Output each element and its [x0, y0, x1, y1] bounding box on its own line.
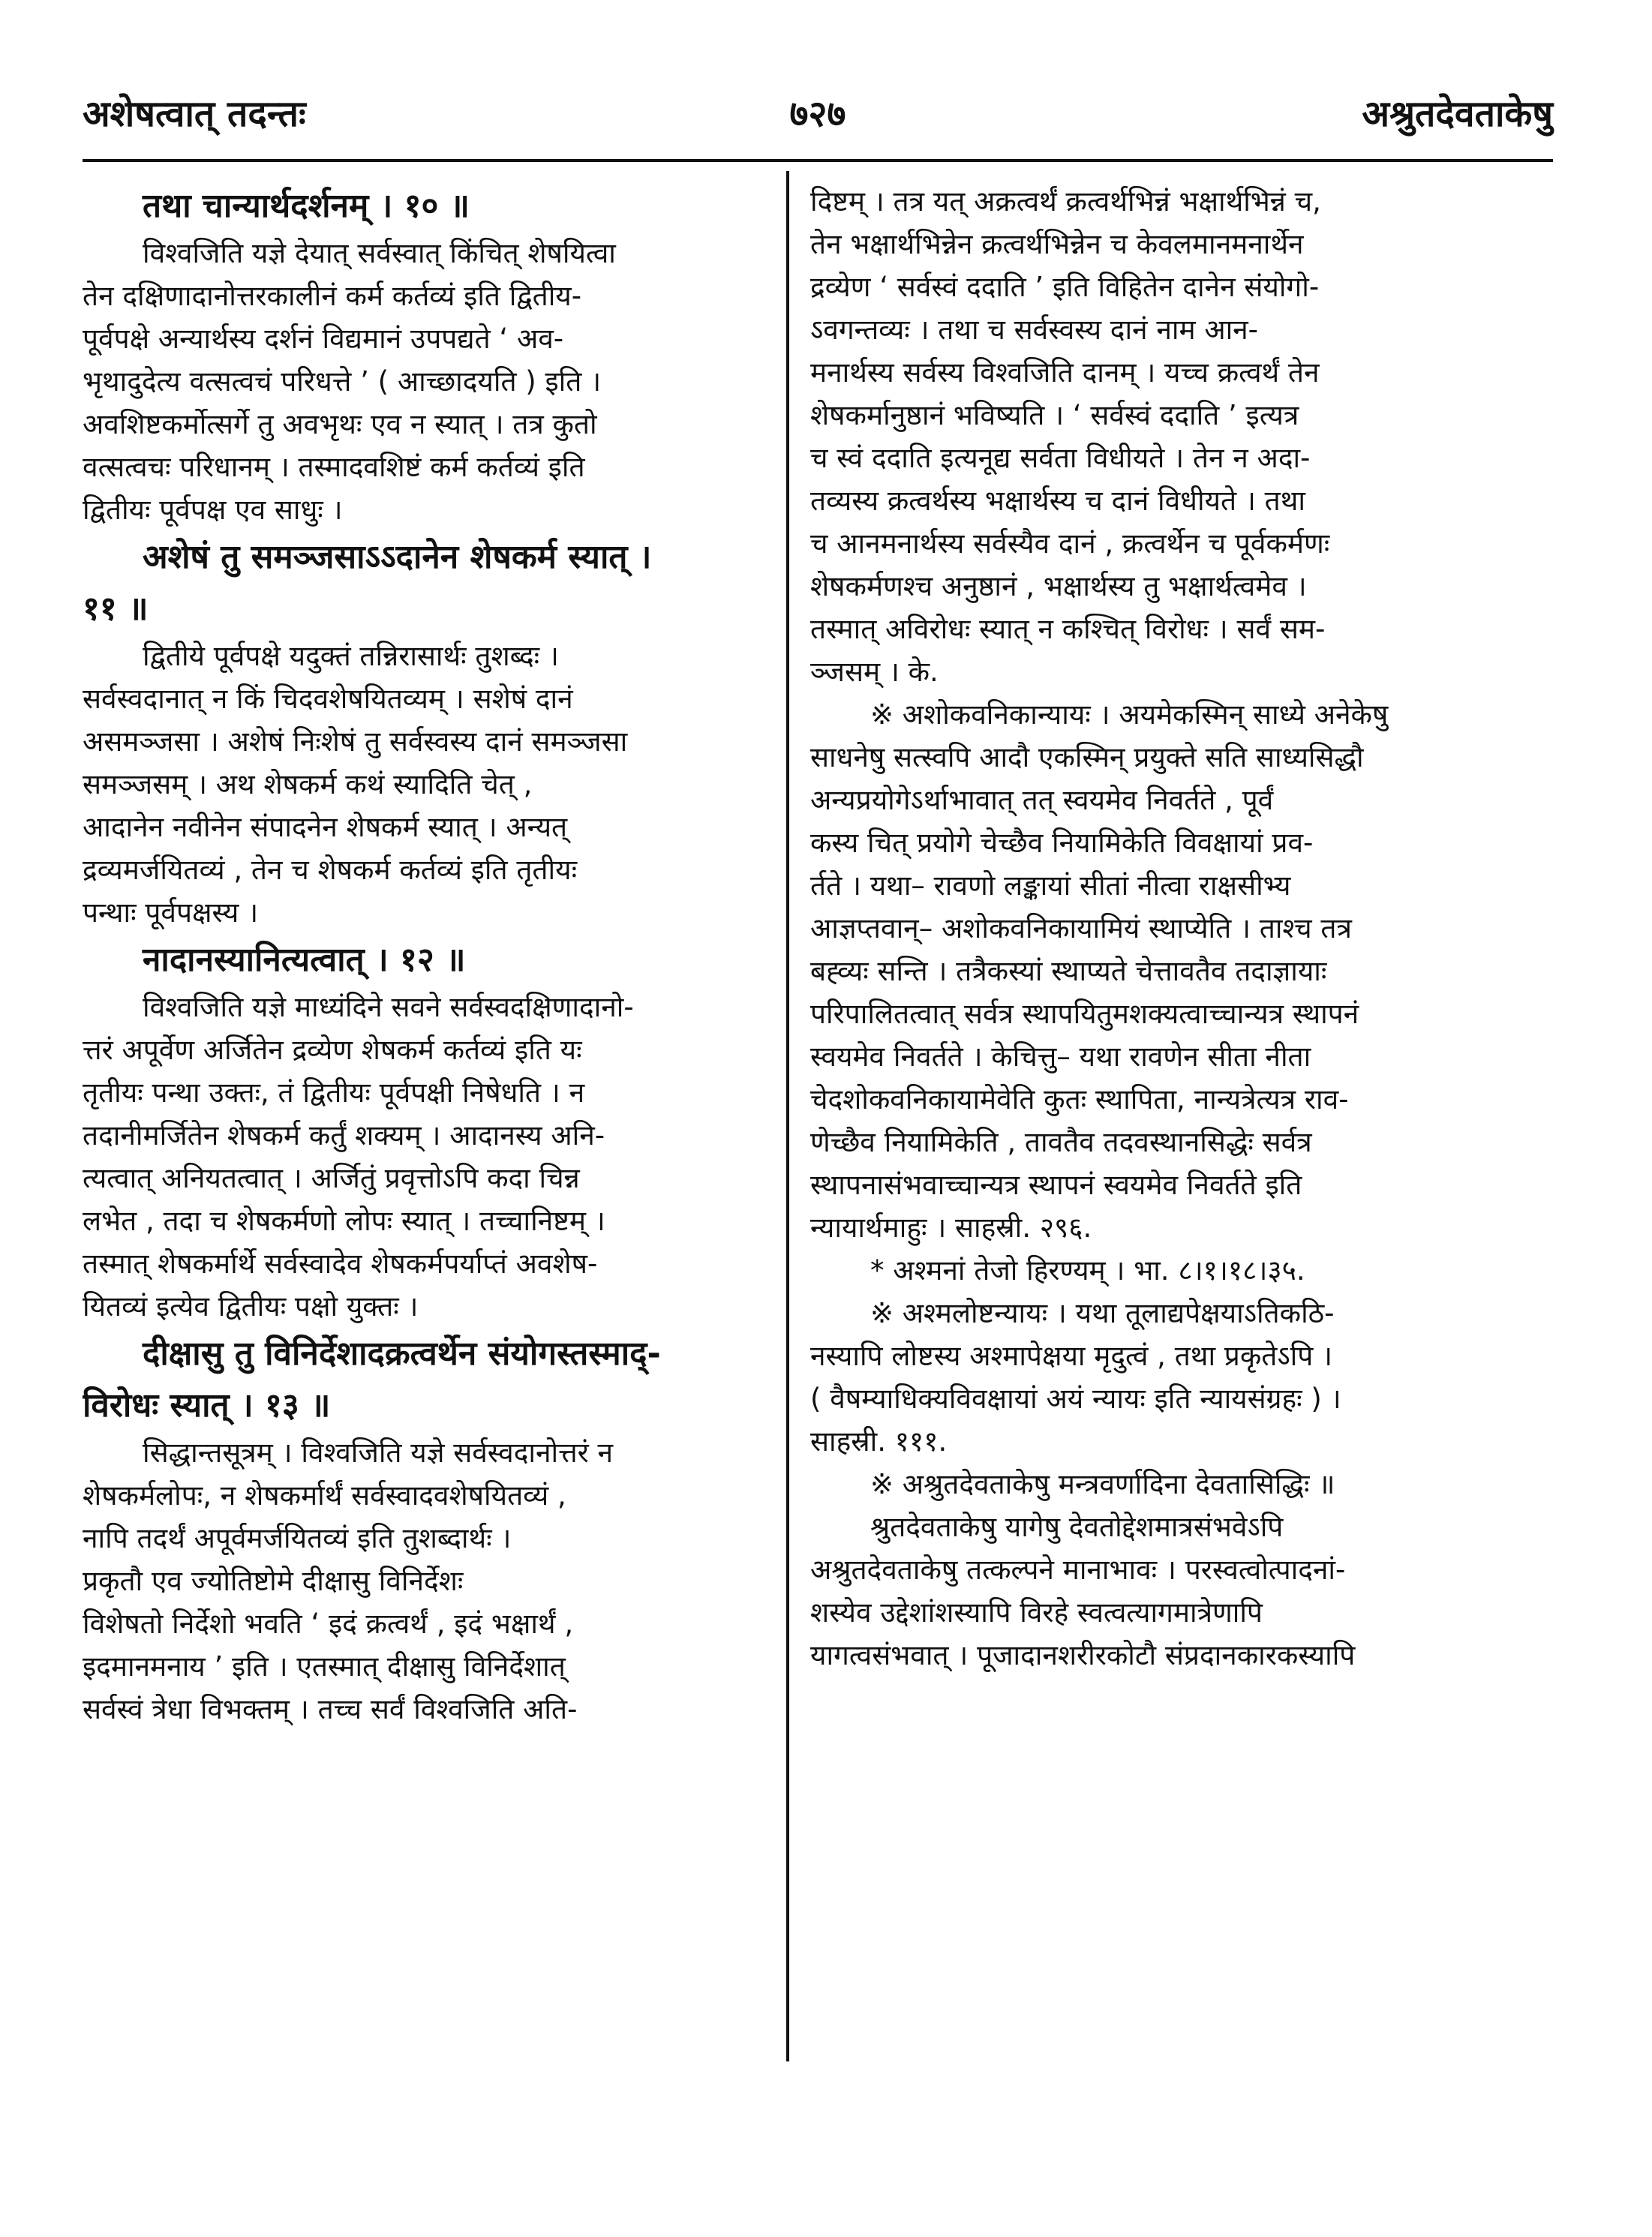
text-line: सर्वस्वदानात् न किं चिदवशेषयितव्यम् । सशेषं दानं [83, 683, 573, 715]
text-line: विशेषतो निर्देशो भवति ‘ इदं क्रत्वर्थं , इदं भक्षार्थं , [83, 1608, 574, 1640]
text-line: द्वितीये पूर्वपक्षे यदुक्तं तन्निरासार्थः तुशब्दः । [143, 640, 559, 672]
text-line: आज्ञप्तवान्– अशोकवनिकायामियं स्थाप्येति । ताश्च तत्र [810, 912, 1352, 944]
text-line: दिष्टम् । तत्र यत् अक्रत्वर्थं क्रत्वर्थभिन्नं भक्षार्थभिन्नं च, [810, 185, 1321, 218]
text-line: असमञ्जसा । अशेषं निःशेषं तु सर्वस्वस्य दानं समञ्जसा [83, 725, 628, 758]
sutra-line: नादानस्यानित्यत्वात् । १२ ॥ [143, 941, 466, 979]
text-line: पूर्वपक्षे अन्यार्थस्य दर्शनं विद्यमानं उपपद्यते ‘ अव- [83, 323, 564, 355]
text-line: लभेत , तदा च शेषकर्मणो लोपः स्यात् । तच्चानिष्टम् । [83, 1205, 605, 1237]
text-line: साहस्री. १११. [810, 1425, 948, 1458]
text-line: यितव्यं इत्येव द्वितीयः पक्षो युक्तः । [83, 1290, 419, 1323]
text-line: त्यत्वात् अनियतत्वात् । अर्जितुं प्रवृत्तोऽपि कदा चिन्न [83, 1162, 580, 1194]
text-line: तस्मात् शेषकर्मार्थे सर्वस्वादेव शेषकर्मपर्याप्तं अवशेष- [83, 1248, 598, 1280]
text-line: शेषकर्मणश्च अनुष्ठानं , भक्षार्थस्य तु भक्षार्थत्वमेव । [810, 570, 1307, 602]
running-header [83, 89, 1553, 149]
text-line: प्रकृतौ एव ज्योतिष्टोमे दीक्षासु विनिर्देशः [83, 1565, 464, 1597]
text-line: मनार्थस्य सर्वस्य विश्वजिति दानम् । यच्च क्रत्वर्थं तेन [810, 356, 1320, 389]
text-line: पन्थाः पूर्वपक्षस्य । [83, 896, 259, 929]
text-line: च आनमनार्थस्य सर्वस्यैव दानं , क्रत्वर्थेन च पूर्वकर्मणः [810, 527, 1330, 560]
sutra-line: विरोधः स्यात् । १३ ॥ [83, 1386, 331, 1425]
text-line: विश्वजिति यज्ञे माध्यंदिने सवने सर्वस्वदक्षिणादानो- [143, 991, 634, 1023]
text-line: श्रुतदेवताकेषु यागेषु देवतोद्देशमात्रसंभवेऽपि [870, 1511, 1284, 1543]
text-line: समञ्जसम् । अथ शेषकर्म कथं स्यादिति चेत् , [83, 768, 533, 800]
sutra-line: तथा चान्यार्थदर्शनम् । १० ॥ [143, 187, 470, 225]
sutra-line: ११ ॥ [83, 590, 149, 628]
text-line: आदानेन नवीनेन संपादनेन शेषकर्म स्यात् । अन्यत् [83, 811, 568, 843]
text-line: * अश्मनां तेजो हिरण्यम् । भा. ८।१।१८।३५. [870, 1254, 1305, 1287]
text-line: णेच्छैव नियामिकेति , तावतैव तदवस्थानसिद्धेः सर्वत्र [810, 1126, 1312, 1158]
text-line: सर्वस्वं त्रेधा विभक्तम् । तच्च सर्वं विश्वजिति अति- [83, 1693, 578, 1725]
text-line: ※ अशोकवनिकान्यायः । अयमेकस्मिन् साध्ये अनेकेषु [870, 698, 1389, 731]
text-line: ※ अश्मलोष्टन्यायः । यथा तूलाद्यपेक्षयाऽतिकठि- [870, 1297, 1335, 1329]
text-line: च स्वं ददाति इत्यनूद्य सर्वता विधीयते । तेन न अदा- [810, 442, 1311, 474]
text-line: तस्मात् अविरोधः स्यात् न कश्चित् विरोधः । सर्वं सम- [810, 613, 1326, 645]
text-line: कस्य चित् प्रयोगे चेच्छैव नियामिकेति विवक्षायां प्रव- [810, 827, 1314, 859]
text-line: ( वैषम्याधिक्यविवक्षायां अयं न्यायः इति न्यायसंग्रहः ) । [810, 1383, 1341, 1415]
text-line: वत्सत्वचः परिधानम् । तस्मादवशिष्टं कर्म कर्तव्यं इति [83, 451, 585, 483]
text-line: ※ अश्रुतदेवताकेषु मन्त्रवर्णादिना देवतासिद्धिः ॥ [870, 1468, 1335, 1500]
text-line: द्वितीयः पूर्वपक्ष एव साधुः । [83, 494, 343, 526]
text-line: तदानीमर्जितेन शेषकर्म कर्तुं शक्यम् । आदानस्य अनि- [83, 1119, 605, 1152]
text-line: तेन दक्षिणादानोत्तरकालीनं कर्म कर्तव्यं इति द्वितीय- [83, 280, 582, 312]
text-line: चेदशोकवनिकायामेवेति कुतः स्थापिता, नान्यत्रेत्यत्र राव- [810, 1083, 1349, 1115]
header-rule [83, 159, 1553, 162]
text-line: शेषकर्मानुष्ठानं भविष्यति । ‘ सर्वस्वं ददाति ’ इत्यत्र [810, 399, 1299, 431]
text-line: अन्यप्रयोगेऽर्थाभावात् तत् स्वयमेव निवर्तते , पूर्वं [810, 784, 1274, 816]
left-column [83, 180, 780, 1731]
text-line: न्यायार्थमाहुः । साहस्री. २९६. [810, 1212, 1092, 1244]
right-column [810, 180, 1530, 1677]
text-line: ऽवगन्तव्यः । तथा च सर्वस्वस्य दानं नाम आन- [810, 314, 1259, 346]
text-line: तेन भक्षार्थभिन्नेन क्रत्वर्थभिन्नेन च केवलमानमनार्थेन [810, 228, 1304, 260]
text-line: शेषकर्मलोपः, न शेषकर्मार्थं सर्वस्वादवशेषयितव्यं , [83, 1479, 566, 1512]
text-line: त्तरं अपूर्वेण अर्जितेन द्रव्येण शेषकर्म कर्तव्यं इति यः [83, 1034, 582, 1066]
text-line: नापि तदर्थं अपूर्वमर्जयितव्यं इति तुशब्दार्थः । [83, 1522, 512, 1554]
text-line: साधनेषु सत्स्वपि आदौ एकस्मिन् प्रयुक्ते सति साध्यसिद्धौ [810, 741, 1364, 773]
header-left-catchword: अशेषत्वात् तदन्तः [83, 93, 306, 135]
text-line: द्रव्येण ‘ सर्वस्वं ददाति ’ इति विहितेन दानेन संयोगो- [810, 271, 1320, 303]
text-line: तृतीयः पन्था उक्तः, तं द्वितीयः पूर्वपक्षी निषेधति । न [83, 1076, 585, 1109]
text-line: बह्व्यः सन्ति । तत्रैकस्यां स्थाप्यते चेत्तावतैव तदाज्ञायाः [810, 955, 1327, 987]
text-line: द्रव्यमर्जयितव्यं , तेन च शेषकर्म कर्तव्यं इति तृतीयः [83, 854, 578, 886]
text-line: नस्यापि लोष्टस्य अश्मापेक्षया मृदुत्वं , तथा प्रकृतेऽपि । [810, 1340, 1333, 1372]
text-line: र्तते । यथा– रावणो लङ्कायां सीतां नीत्वा राक्षसीभ्य [810, 869, 1291, 902]
text-line: ञ्जसम् । के. [810, 656, 939, 688]
column-divider [786, 171, 789, 2061]
page-number: ७२७ [789, 93, 846, 135]
text-line: यागत्वसंभवात् । पूजादानशरीरकोटौ संप्रदानकारकस्यापि [810, 1639, 1356, 1671]
text-line: अश्रुतदेवताकेषु तत्कल्पने मानाभावः । परस्वत्वोत्पादनां- [810, 1554, 1346, 1586]
text-line: परिपालितत्वात् सर्वत्र स्थापयितुमशक्यत्वाच्चान्यत्र स्थापनं [810, 998, 1359, 1030]
text-line: तव्यस्य क्रत्वर्थस्य भक्षार्थस्य च दानं विधीयते । तथा [810, 485, 1305, 517]
text-line: स्थापनासंभवाच्चान्यत्र स्थापनं स्वयमेव निवर्तते इति [810, 1169, 1302, 1201]
text-line: विश्वजिति यज्ञे देयात् सर्वस्वात् किंचित् शेषयित्वा [143, 237, 616, 269]
sutra-line: अशेषं तु समञ्जसाऽऽदानेन शेषकर्म स्यात् । [143, 538, 652, 576]
sutra-line: दीक्षासु तु विनिर्देशादक्रत्वर्थेन संयोगस्तस्माद्- [143, 1335, 661, 1373]
text-line: भृथादुदेत्य वत्सत्वचं परिधत्ते ’ ( आच्छादयति ) इति । [83, 365, 602, 398]
text-line: इदमानमनाय ’ इति । एतस्मात् दीक्षासु विनिर्देशात् [83, 1650, 566, 1683]
text-line: स्वयमेव निवर्तते । केचित्तु– यथा रावणेन सीता नीता [810, 1040, 1311, 1073]
text-line: शस्येव उद्देशांशस्यापि विरहे स्वत्वत्यागमात्रेणापि [810, 1596, 1263, 1629]
text-line: अवशिष्टकर्मोत्सर्गे तु अवभृथः एव न स्यात् । तत्र कुतो [83, 408, 597, 440]
header-right-catchword: अश्रुतदेवताकेषु [1362, 93, 1553, 135]
text-line: सिद्धान्तसूत्रम् । विश्वजिति यज्ञे सर्वस्वदानोत्तरं न [143, 1437, 614, 1469]
